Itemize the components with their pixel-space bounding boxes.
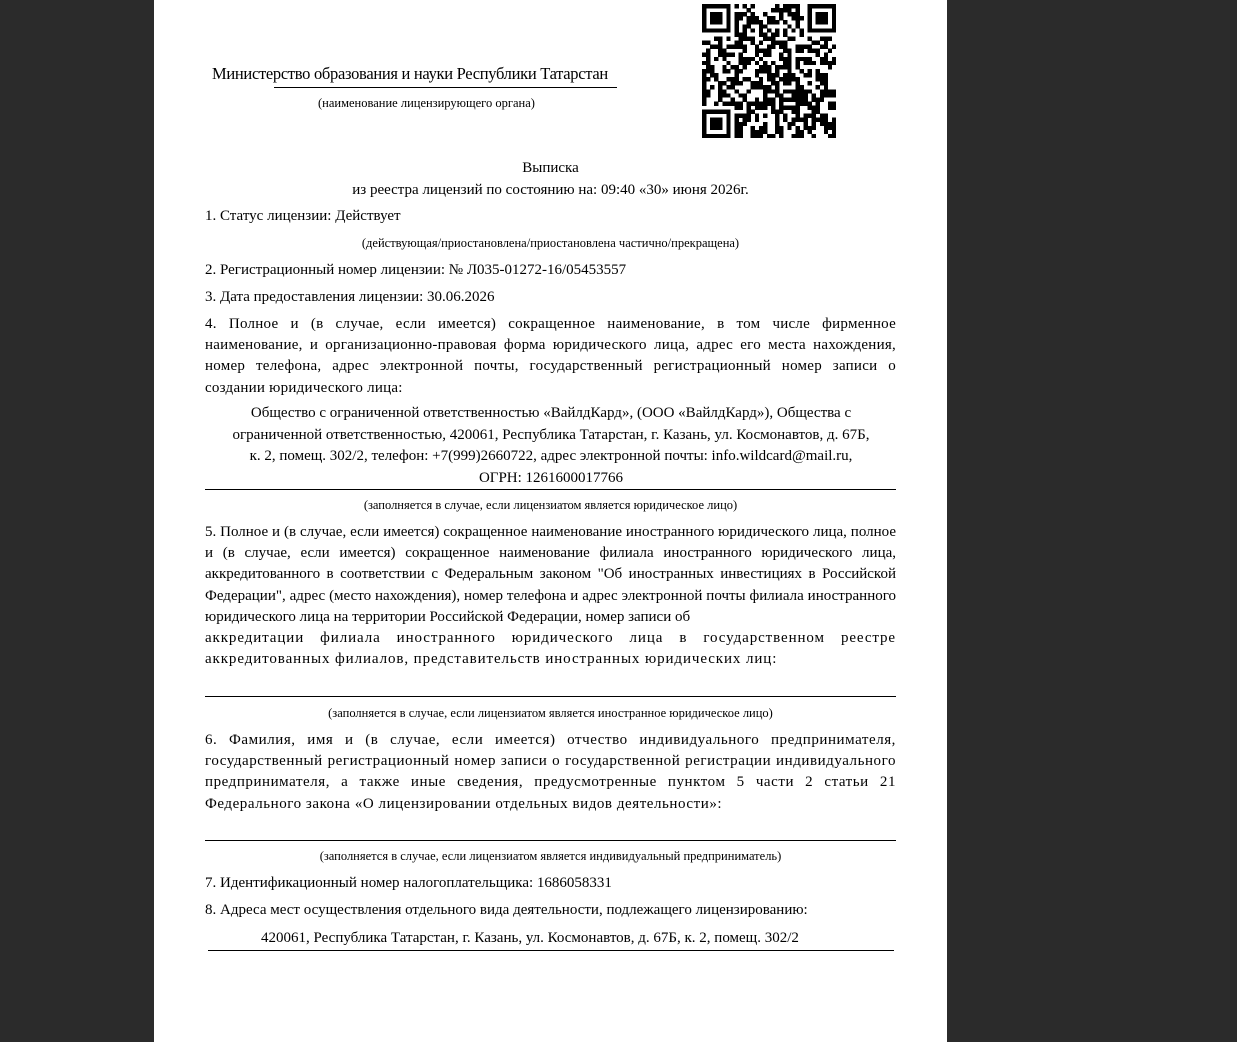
item-8-address: 420061, Республика Татарстан, г. Казань, ул. Космонавтов, д. 67Б, к. 2, помещ. 302/2 (261, 930, 799, 946)
item-5-underline (205, 696, 896, 697)
item-6-caption: (заполняется в случае, если лицензиатом является индивидуальный предприниматель) (319, 849, 782, 863)
qr-code (702, 4, 836, 138)
item-6-underline (205, 840, 896, 841)
item-4-text: 4. Полное и (в случае, если имеется) сокращенное наименование, в том числе фирменное наименование, и организационно-правовая форма юридического лица, адрес его места нахождения, номер телефона, адрес электронной почты, государственный регистрационный номер записи о создании юридического лица: (205, 316, 896, 396)
item-5-text: 5. Полное и (в случае, если имеется) сокращенное наименование иностранного юридического лица, полное и (в случае, если имеется) сокращенное наименование филиала иностранного юридического лица, аккредитованного в соответствии с Федеральным законом "Об иностранных инвестициях в Российской Федерации", адрес (место нахождения), номер телефона и адрес электронной почты филиала иностранного юридического лица на территории Российской Федерации, номер записи об (205, 524, 896, 625)
item-1-caption: (действующая/приостановлена/приостановлена частично/прекращена) (361, 236, 740, 250)
licensing-authority-name: Министерство образования и науки Республики Татарстан (212, 64, 608, 83)
item-4-value-line-2: ограниченной ответственностью, 420061, Республика Татарстан, г. Казань, ул. Космонавтов, д. 67Б, (232, 426, 870, 443)
item-4-caption: (заполняется в случае, если лицензиатом является юридическое лицо) (363, 498, 738, 512)
document-page (154, 0, 947, 1042)
item-7-inn: 7. Идентификационный номер налогоплательщика: 1686058331 (205, 875, 612, 891)
document-subtitle: из реестра лицензий по состоянию на: 09:40 «30» июня 2026г. (352, 182, 749, 198)
item-4-underline (205, 489, 896, 490)
item-8-text: 8. Адреса мест осуществления отдельного вида деятельности, подлежащего лицензированию: (205, 902, 808, 918)
document-title: Выписка (522, 160, 579, 176)
item-6-text: 6. Фамилия, имя и (в случае, если имеется) отчество индивидуального предпринимателя, государственный регистрационный номер записи о государственной регистрации индивидуального предпринимателя, а также иные сведения, предусмотренные пунктом 5 части 2 статьи 21 Федерального закона «О лицензировании отдельных видов деятельности»: (205, 732, 896, 812)
item-4-value-line-1: Общество с ограниченной ответственностью «ВайлдКард», (ООО «ВайлдКард»), Общества с (250, 405, 852, 421)
item-4-value (202, 403, 900, 489)
item-5-caption: (заполняется в случае, если лицензиатом является иностранное юридическое лицо) (328, 706, 773, 720)
item-8-underline (208, 950, 894, 951)
item-3-date: 3. Дата предоставления лицензии: 30.06.2026 (205, 289, 495, 305)
licensing-authority-caption: (наименование лицензирующего органа) (318, 96, 535, 110)
item-2-reg-number: 2. Регистрационный номер лицензии: № Л035-01272-16/05453557 (205, 262, 627, 278)
item-1-status: 1. Статус лицензии: Действует (205, 208, 401, 224)
item-4-value-line-3: к. 2, помещ. 302/2, телефон: +7(999)2660722, адрес электронной почты: info.wildcard@mail.ru, (249, 448, 853, 464)
authority-underline (274, 87, 617, 88)
item-4-value-line-4: ОГРН: 1261600017766 (478, 469, 624, 486)
item-5-text-continued: аккредитации филиала иностранного юридического лица в государственном реестре аккредитованных филиалов, представительств иностранных юридических лиц: (205, 630, 896, 668)
